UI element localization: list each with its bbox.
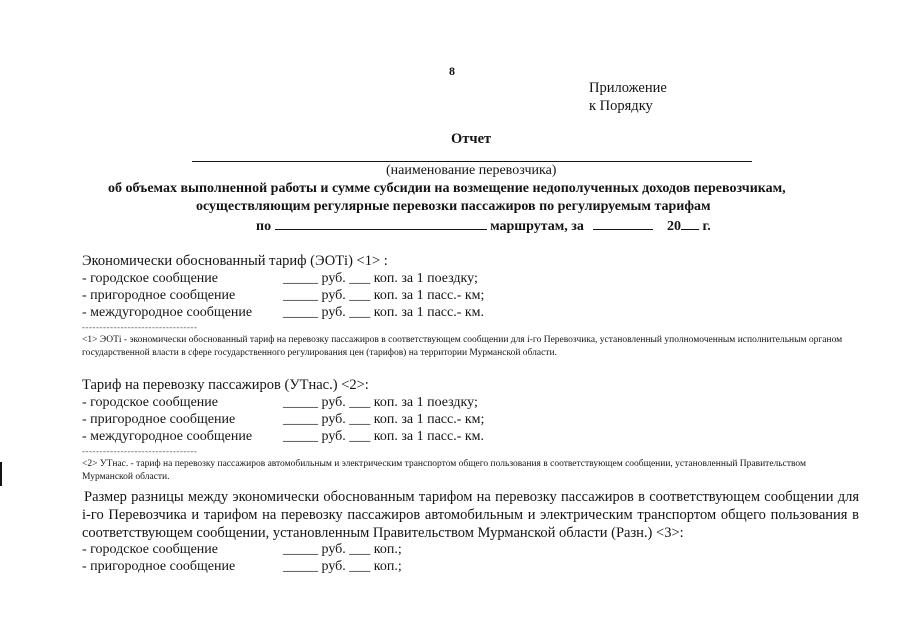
appendix-line-1: Приложение	[589, 80, 667, 96]
page-number: 8	[449, 64, 455, 78]
row-value: _____ руб. ___ коп.;	[283, 559, 402, 574]
row-value: _____ руб. ___ коп.;	[283, 542, 402, 557]
appendix-block	[589, 79, 667, 115]
carrier-caption: (наименование перевозчика)	[386, 163, 557, 178]
period-blank	[593, 217, 653, 230]
row-value: _____ руб. ___ коп. за 1 пасс.- км;	[283, 412, 485, 427]
period-line	[256, 217, 711, 235]
period-prefix: по	[256, 219, 272, 234]
period-suffix: г.	[702, 219, 711, 234]
row-label: - пригородное сообщение	[82, 412, 236, 427]
footnote-separator: ---------------------------------	[82, 446, 198, 456]
row-label: - пригородное сообщение	[82, 559, 236, 574]
row-label: - междугородное сообщение	[82, 429, 253, 444]
report-title: Отчет	[451, 131, 492, 147]
footnote-separator: ---------------------------------	[82, 322, 198, 332]
econ-tariff-title: Экономически обоснованный тариф (ЭОТi) <1> :	[82, 253, 388, 269]
row-label: - городское сообщение	[82, 271, 218, 286]
row-value: _____ руб. ___ коп. за 1 пасс.- км.	[283, 305, 485, 320]
row-value: _____ руб. ___ коп. за 1 поездку;	[283, 271, 478, 286]
row-label: - междугородное сообщение	[82, 305, 253, 320]
margin-mark	[0, 462, 2, 486]
footnote-2: <2> УТнас. - тариф на перевозку пассажиров автомобильным и электрическим транспортом общего пользования в соответствующем сообщении, установленный Правительством Мурманской области.	[82, 459, 806, 482]
row-value: _____ руб. ___ коп. за 1 поездку;	[283, 395, 478, 410]
passenger-tariff-title: Тариф на перевозку пассажиров (УТнас.) <2>:	[82, 377, 369, 393]
period-mid: маршрутам, за	[490, 219, 584, 234]
period-year: 20	[666, 219, 681, 234]
year-blank	[681, 217, 699, 230]
carrier-name-blank-line	[192, 161, 752, 162]
footnote-1: <1> ЭОТi - экономически обоснованный тариф на перевозку пассажиров в соответствующем сообщении для i-го Перевозчика, установленный уполномоченным исполнительным органом государственной власти в сфере государственного регулирования цен (тарифов) на территории Мурманской области.	[82, 335, 843, 358]
difference-paragraph	[82, 488, 859, 542]
row-value: _____ руб. ___ коп. за 1 пасс.- км.	[283, 429, 485, 444]
row-label: - городское сообщение	[82, 542, 218, 557]
row-label: - городское сообщение	[82, 395, 218, 410]
difference-text: Размер разницы между экономически обоснованным тарифом на перевозку пассажиров в соответствующем сообщении для i-го Перевозчика и тарифом на перевозку пассажиров автомобильным и электрическим транспортом общего пользования в соответствующем сообщении, установленным Правительством Мурманской области (Разн.) <3>:	[82, 489, 859, 541]
subtitle-line-2: осуществляющим регулярные перевозки пассажиров по регулируемым тарифам	[196, 199, 711, 214]
row-value: _____ руб. ___ коп. за 1 пасс.- км;	[283, 288, 485, 303]
subtitle-line-1: об объемах выполненной работы и сумме субсидии на возмещение недополученных доходов перевозчикам,	[108, 181, 786, 196]
row-label: - пригородное сообщение	[82, 288, 236, 303]
route-blank	[275, 217, 487, 230]
appendix-line-2: к Порядку	[589, 98, 653, 114]
